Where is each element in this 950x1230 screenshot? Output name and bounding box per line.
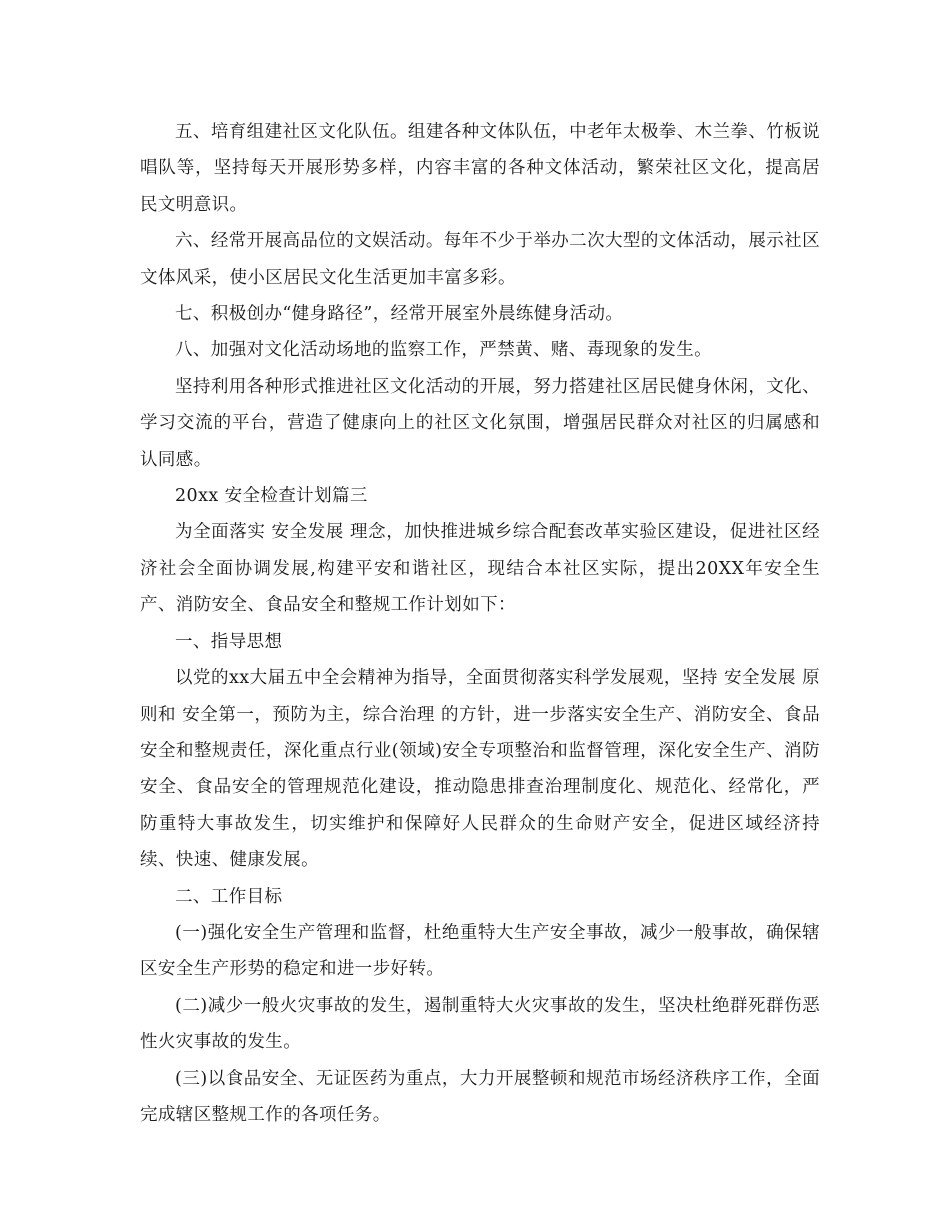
paragraph-goal-one: (一)强化安全生产管理和监督，杜绝重特大生产安全事故，减少一般事故，确保辖区安全生产形势的稳定和进一步好转。 bbox=[140, 922, 820, 980]
paragraph-section-eight: 八、加强对文化活动场地的监察工作，严禁黄、赌、毒现象的发生。 bbox=[175, 340, 712, 361]
paragraph-goal-two: (二)减少一般火灾事故的发生，遏制重特大火灾事故的发生，坚决杜绝群死群伤恶性火灾事故的发生。 bbox=[140, 995, 820, 1053]
paragraph-section-five: 五、培育组建社区文化队伍。组建各种文体队伍，中老年太极拳、木兰拳、竹板说唱队等，坚持每天开展形势多样，内容丰富的各种文体活动，繁荣社区文化，提高居民文明意识。 bbox=[140, 122, 820, 215]
paragraph-section-seven: 七、积极创办“健身路径”，经常开展室外晨练健身活动。 bbox=[175, 304, 624, 325]
paragraph-section-six: 六、经常开展高品位的文娱活动。每年不少于举办二次大型的文体活动，展示社区文体风采，使小区居民文化生活更加丰富多彩。 bbox=[140, 231, 820, 288]
section-title-plan-three: 20xx 安全检查计划篇三 bbox=[175, 486, 368, 507]
paragraph-intro: 为全面落实 安全发展 理念，加快推进城乡综合配套改革实验区建设，促进社区经济社会全面协调发展,构建平安和谐社区，现结合本社区实际，提出20XX年安全生产、消防安全、食品安全和整规工作计划如下： bbox=[140, 522, 820, 616]
paragraph-summary: 坚持利用各种形式推进社区文化活动的开展，努力搭建社区居民健身休闲，文化、学习交流的平台，营造了健康向上的社区文化氛围，增强居民群众对社区的归属感和认同感。 bbox=[140, 376, 820, 470]
heading-work-goals: 二、工作目标 bbox=[175, 886, 283, 907]
document-body bbox=[140, 114, 820, 1133]
paragraph-goal-three: (三)以食品安全、无证医药为重点，大力开展整顿和规范市场经济秩序工作，全面完成辖区整规工作的各项任务。 bbox=[140, 1068, 820, 1125]
heading-guiding-ideology: 一、指导思想 bbox=[175, 631, 283, 652]
paragraph-guiding-ideology: 以党的xx大届五中全会精神为指导，全面贯彻落实科学发展观，坚持 安全发展 原则和 安全第一，预防为主，综合治理 的方针，进一步落实安全生产、消防安全、食品安全和整规责任，深化重点行业(领域)安全专项整治和监督管理，深化安全生产、消防安全、食品安全的管理规范化建设，推动隐患排查治理制度化、规范化、经常化，严防重特大事故发生，切实维护和保障好人民群众的生命财产安全，促进区域经济持续、快速、健康发展。 bbox=[140, 668, 820, 871]
